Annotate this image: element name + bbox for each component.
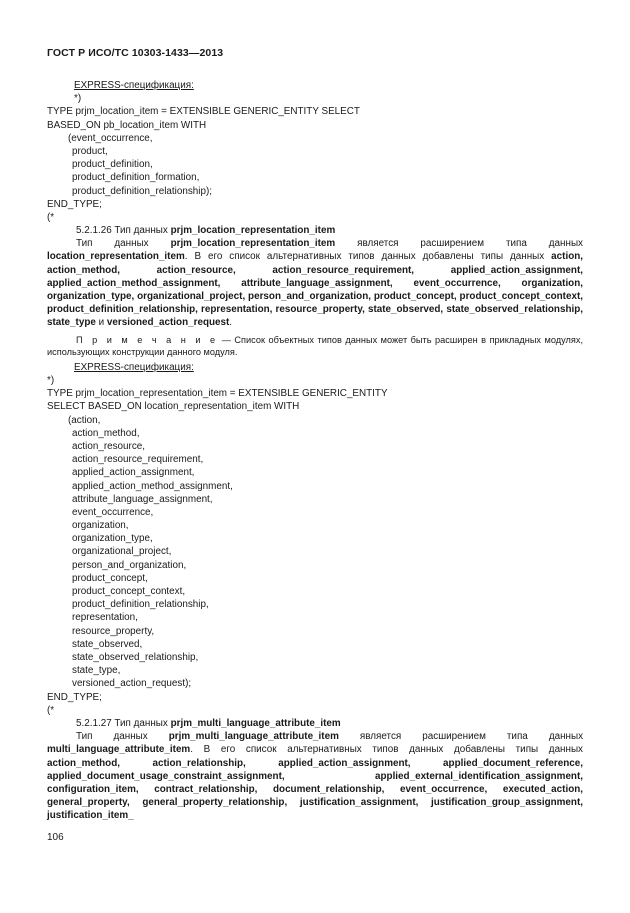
select-item: organization, — [72, 520, 129, 532]
select-item: representation, — [72, 612, 138, 624]
select-item: applied_action_assignment, — [72, 467, 195, 479]
select-item: product, — [72, 145, 108, 157]
select-item: (event_occurrence, — [68, 132, 153, 144]
type-declaration: TYPE prjm_location_representation_item = EXTENSIBLE GENERIC_ENTITY — [47, 388, 388, 400]
select-item: person_and_organization, — [72, 559, 187, 571]
comment-open: (* — [47, 704, 55, 716]
select-item: action_resource_requirement, — [72, 454, 204, 466]
select-item: product_definition, — [72, 159, 153, 171]
section-heading-5-2-1-27: 5.2.1.27 Тип данных prjm_multi_language_attribute_item — [76, 717, 341, 729]
type-declaration: TYPE prjm_location_item = EXTENSIBLE GENERIC_ENTITY SELECT — [47, 106, 360, 118]
express-spec-label: EXPRESS-спецификация: — [74, 361, 194, 373]
select-item: action_method, — [72, 427, 140, 439]
select-item: resource_property, — [72, 625, 155, 637]
select-item: product_concept_context, — [72, 586, 186, 598]
comment-close: *) — [47, 375, 55, 387]
comment-open: (* — [47, 211, 55, 223]
section-paragraph-5-2-1-27: Тип данных prjm_multi_language_attribute_item является расширением типа данных multi_language_attribute_item. В его список альтернативных типов данных добавлены типы данных action_method, action_relationship, applied_action_assignment, applied_document_reference, applied_document_usage_constraint_assignment, applied_external_identification_assignment, configuration_item, contract_relationship, document_relationship, event_occurrence, executed_action, general_property, general_property_relationship, justification_assignment, justification_group_assignment, justification_item_ — [47, 731, 584, 822]
based-on-line: BASED_ON pb_location_item WITH — [47, 119, 207, 131]
section-heading-5-2-1-26: 5.2.1.26 Тип данных prjm_location_representation_item — [76, 225, 336, 237]
select-item: state_observed, — [72, 638, 143, 650]
select-item: (action, — [68, 414, 101, 426]
select-item: product_definition_relationship); — [72, 185, 212, 197]
select-item: state_type, — [72, 665, 121, 677]
select-item: state_observed_relationship, — [72, 651, 199, 663]
select-item: product_definition_relationship, — [72, 599, 209, 611]
select-based-on-line: SELECT BASED_ON location_representation_item WITH — [47, 401, 300, 413]
end-type: END_TYPE; — [47, 198, 102, 210]
select-item: versioned_action_request); — [72, 678, 192, 690]
select-item: product_concept, — [72, 572, 148, 584]
document-body — [47, 79, 583, 823]
select-item: organization_type, — [72, 533, 153, 545]
section-paragraph-5-2-1-26: Тип данных prjm_location_representation_item является расширением типа данных location_representation_item. В его список альтернативных типов данных добавлены типы данных action, action_method, action_resource, action_resource_requirement, applied_action_assignment, applied_action_method_assignment, attribute_language_assignment, event_occurrence, organization, organization_type, organizational_project, person_and_organization, product_concept, product_concept_context, product_definition_relationship, representation, resource_property, state_observed, state_observed_relationship, state_type и versioned_action_request. — [47, 238, 583, 329]
select-item: organizational_project, — [72, 546, 172, 558]
document-header: ГОСТ Р ИСО/ТС 10303-1433—2013 — [47, 47, 224, 59]
page-number: 106 — [47, 832, 64, 843]
select-item: event_occurrence, — [72, 506, 154, 518]
select-item: action_resource, — [72, 440, 146, 452]
end-type: END_TYPE; — [47, 691, 102, 703]
select-item: attribute_language_assignment, — [72, 493, 213, 505]
express-spec-label: EXPRESS-спецификация: — [74, 80, 194, 91]
select-item: product_definition_formation, — [72, 172, 200, 184]
comment-close: *) — [74, 93, 82, 105]
select-item: applied_action_method_assignment, — [72, 480, 233, 492]
note-paragraph: П р и м е ч а н и е — Список объектных типов данных может быть расширен в прикладных модулях, использующих конструкции данного модуля. — [47, 334, 583, 358]
